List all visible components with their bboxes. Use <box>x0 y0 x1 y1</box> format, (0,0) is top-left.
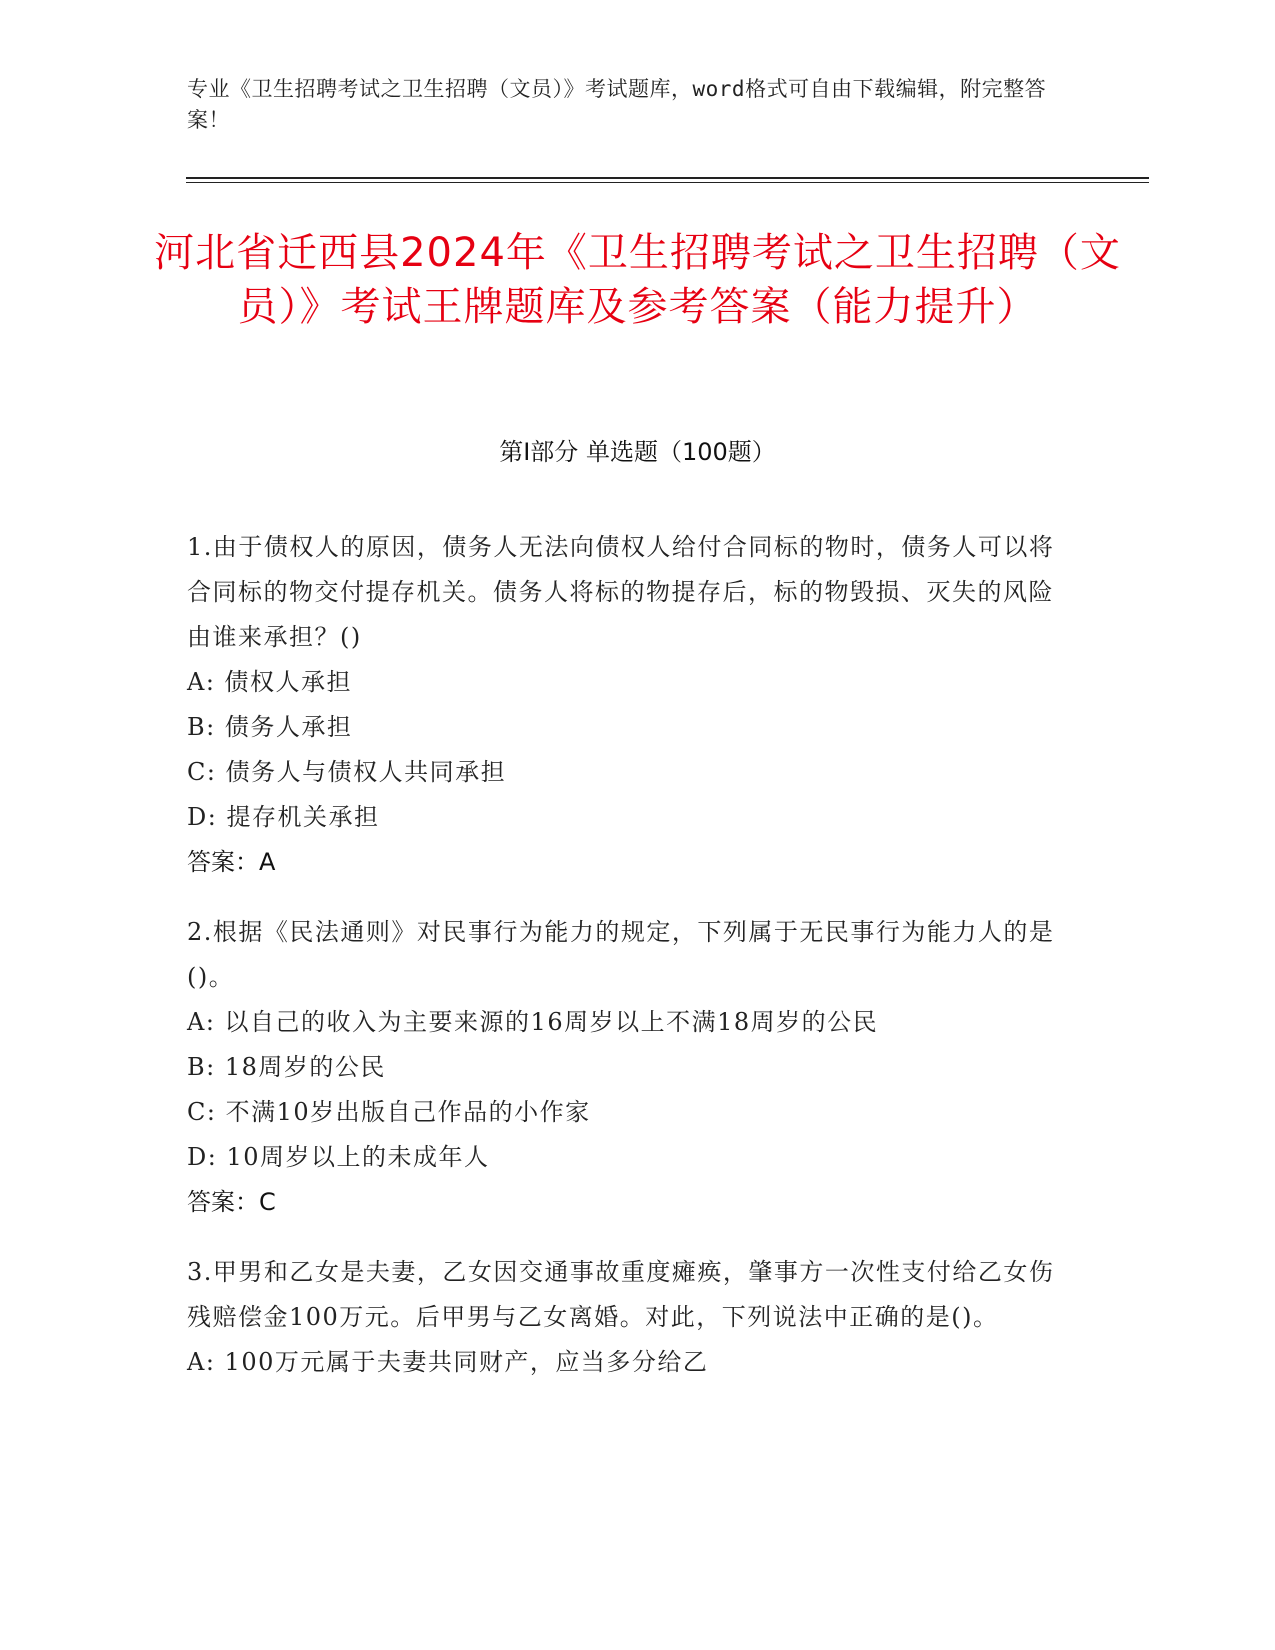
option-c: C: 不满10岁出版自己作品的小作家 <box>187 1098 591 1126</box>
header-rule-thick <box>186 177 1149 179</box>
option-b: B: 18周岁的公民 <box>187 1053 386 1081</box>
section-heading: 第I部分 单选题（100题） <box>499 438 776 466</box>
question-stem: 1.由于债权人的原因，债务人无法向债权人给付合同标的物时，债务人可以将合同标的物交付提存机关。债务人将标的物提存后，标的物毁损、灭失的风险由谁来承担？() <box>187 533 1055 651</box>
header-note: 专业《卫生招聘考试之卫生招聘（文员）》考试题库，word格式可自由下载编辑，附完整答案！ <box>187 77 1047 132</box>
question-2 <box>187 910 1067 1225</box>
header-rule-thin <box>186 182 1149 183</box>
question-list <box>187 525 1067 1410</box>
question-3 <box>187 1250 1067 1385</box>
question-stem: 3.甲男和乙女是夫妻，乙女因交通事故重度瘫痪，肇事方一次性支付给乙女伤残赔偿金100万元。后甲男与乙女离婚。对此，下列说法中正确的是()。 <box>187 1258 1055 1331</box>
option-b: B: 债务人承担 <box>187 713 353 741</box>
option-d: D: 提存机关承担 <box>187 803 380 831</box>
question-answer: 答案：C <box>187 1188 276 1216</box>
option-a: A: 以自己的收入为主要来源的16周岁以上不满18周岁的公民 <box>187 1008 879 1036</box>
option-a: A: 债权人承担 <box>187 668 353 696</box>
option-d: D: 10周岁以上的未成年人 <box>187 1143 490 1171</box>
option-c: C: 债务人与债权人共同承担 <box>187 758 507 786</box>
option-a: A: 100万元属于夫妻共同财产，应当多分给乙 <box>187 1348 709 1376</box>
question-stem: 2.根据《民法通则》对民事行为能力的规定，下列属于无民事行为能力人的是()。 <box>187 918 1055 991</box>
question-1 <box>187 525 1067 885</box>
document-title: 河北省迁西县2024年《卫生招聘考试之卫生招聘（文员）》考试王牌题库及参考答案（能力提升） <box>154 230 1121 330</box>
question-answer: 答案：A <box>187 848 276 876</box>
